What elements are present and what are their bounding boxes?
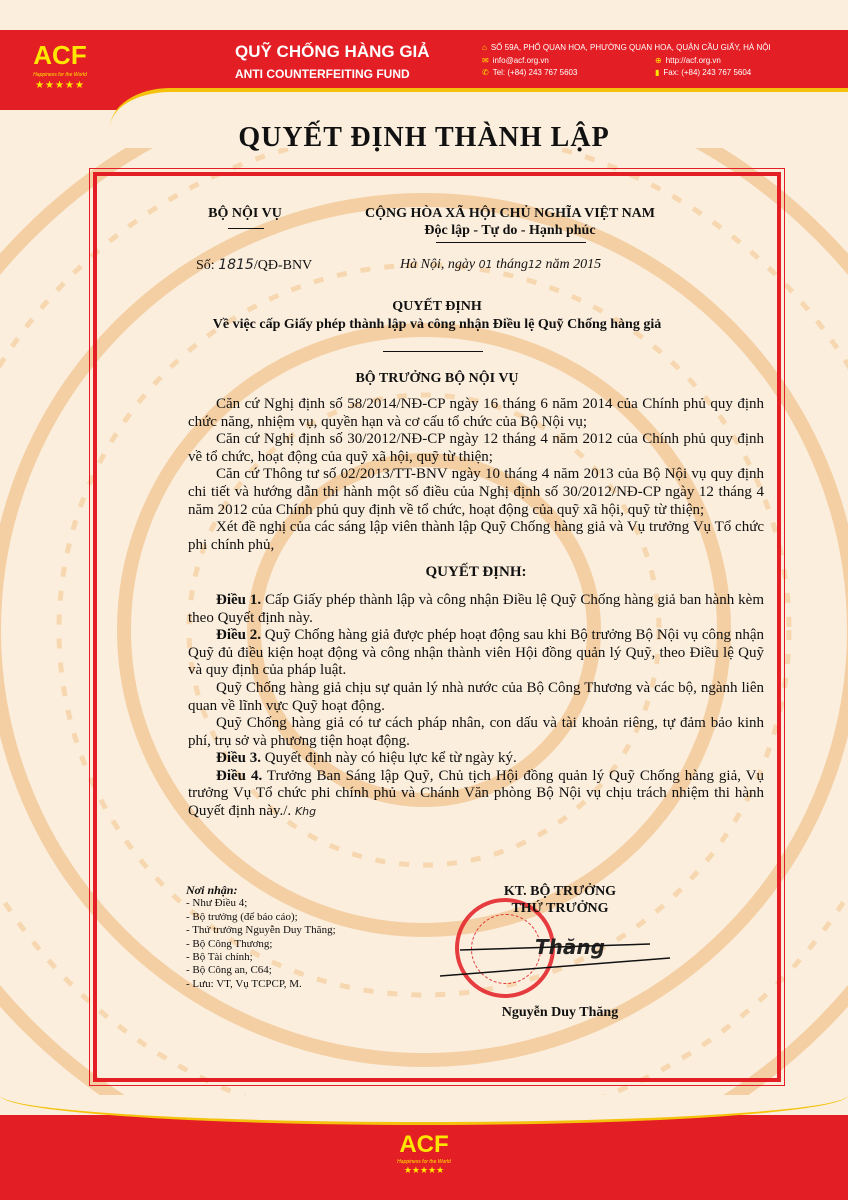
fund-name: QUỸ CHỐNG HÀNG GIẢ ANTI COUNTERFEITING FUND: [235, 42, 430, 81]
stars-icon: ★★★★★: [403, 1165, 445, 1175]
telephone: ✆ Tel: (+84) 243 767 5603: [482, 68, 578, 77]
acf-logo: ACF Happiness for the World ★★★★★: [394, 1125, 454, 1176]
stars-icon: ★★★★★: [35, 80, 85, 91]
sign-role: KT. BỘ TRƯỞNG: [503, 884, 617, 899]
decides-heading: QUYẾT ĐỊNH:: [425, 564, 527, 581]
article-3: Điều 3. Quyết định này có hiệu lực kể từ ngày ký.: [216, 750, 517, 767]
agency: BỘ NỘI VỤ: [208, 206, 282, 221]
initials: Khg: [294, 805, 317, 819]
footer: [0, 1115, 848, 1200]
globe-icon: ⊕: [655, 56, 662, 65]
decision-subject: Về việc cấp Giấy phép thành lập và công nhận Điều lệ Quỹ Chống hàng giả: [212, 317, 662, 332]
page-title: QUYẾT ĐỊNH THÀNH LẬP: [238, 122, 610, 153]
phone-icon: ✆: [482, 68, 489, 77]
recipients: Nơi nhận: - Như Điều 4; - Bộ trưởng (để báo cáo); - Thứ trưởng Nguyễn Duy Thăng; - Bộ Công Thương; - Bộ Tài chính; - Bộ Công an, C64; - Lưu: VT, Vụ TCPCP, M.: [186, 883, 336, 990]
article-1: Điều 1. Cấp Giấy phép thành lập và công nhận Điều lệ Quỹ Chống hàng giả ban hành kèm theo Quyết định này.: [188, 591, 765, 626]
divider: [436, 242, 586, 243]
decision-heading: QUYẾT ĐỊNH: [392, 299, 482, 314]
signer-name: Nguyễn Duy Thăng: [501, 1005, 619, 1020]
acf-logo: ACF Happiness for the World ★★★★★: [30, 42, 90, 91]
fax-icon: ▮: [655, 68, 660, 77]
divider: [383, 351, 483, 352]
sign-title: THỨ TRƯỞNG: [511, 901, 609, 916]
fax: ▮ Fax: (+84) 243 767 5604: [655, 68, 752, 77]
signature-stroke: [440, 940, 680, 980]
article-4: Điều 4. Trưởng Ban Sáng lập Quỹ, Chủ tịch Hội đồng quản lý Quỹ Chống hàng giả, Vụ trưởng Vụ Tổ chức phi chính phủ và Chánh Văn phòng Bộ Nội vụ chịu trách nhiệm thi hành Quyết định này./. Khg: [188, 767, 765, 820]
article-2: Điều 2. Quỹ Chống hàng giả được phép hoạt động sau khi Bộ trưởng Bộ Nội vụ công nhận Quỹ đủ điều kiện hoạt động và công nhận thành viên Hội đồng quản lý Quỹ, theo Điều lệ Quỹ và quy định của pháp luật.: [188, 627, 764, 679]
motto: Độc lập - Tự do - Hạnh phúc: [424, 223, 596, 238]
website: ⊕ http://acf.org.vn: [655, 56, 721, 65]
document-body: Căn cứ Nghị định số 58/2014/NĐ-CP ngày 16 tháng 6 năm 2014 của Chính phủ quy định chức năng, nhiệm vụ, quyền hạn và cơ cấu tổ chức của Bộ Nội vụ; Căn cứ Nghị định số 30/2012/NĐ-CP ngày 12 tháng 4 năm 2012 của Chính phủ quy định về tổ chức, hoạt động của quỹ xã hội, quỹ từ thiện; Căn cứ Thông tư số 02/2013/TT-BNV ngày 10 tháng 4 năm 2013 của Bộ Nội vụ quy định chi tiết và hướng dẫn thi hành một số điều của Nghị định số 30/2012/NĐ-CP ngày 12 tháng 4 năm 2012 của Chính phủ quy định về tổ chức, hoạt động của quỹ xã hội, quỹ từ thiện; Xét đề nghị của các sáng lập viên thành lập Quỹ Chống hàng giả và Vụ trưởng Vụ Tổ chức phi chính phủ, QUYẾT ĐỊNH: Điều 1. Cấp Giấy phép thành lập và công nhận Điều lệ Quỹ Chống hàng giả ban hành kèm theo Quyết định này. Điều 2. Quỹ Chống hàng giả được phép hoạt động sau khi Bộ trưởng Bộ Nội vụ công nhận Quỹ đủ điều kiện hoạt động và công nhận thành viên Hội đồng quản lý Quỹ, theo Điều lệ Quỹ và quy định của pháp luật. Quỹ Chống hàng giả chịu sự quản lý nhà nước của Bộ Công Thương và các bộ, ngành liên quan về lĩnh vực Quỹ hoạt động. Quỹ Chống hàng giả có tư cách pháp nhân, con dấu và tài khoản riêng, tự đảm bảo kinh phí, trụ sở và phương tiện hoạt động. Điều 3. Quyết định này có hiệu lực kể từ ngày ký. Điều 4. Trưởng Ban Sáng lập Quỹ, Chủ tịch Hội đồng quản lý Quỹ Chống hàng giả, Vụ trưởng Vụ Tổ chức phi chính phủ và Chánh Văn phòng Bộ Nội vụ chịu trách nhiệm thi hành Quyết định này./. Khg: [188, 396, 765, 820]
mail-icon: ✉: [482, 56, 489, 65]
divider: [228, 228, 264, 229]
republic-heading: CỘNG HÒA XÃ HỘI CHỦ NGHĨA VIỆT NAM: [364, 206, 655, 221]
email: ✉ info@acf.org.vn: [482, 56, 549, 65]
home-icon: ⌂: [482, 43, 487, 52]
address: ⌂ SỐ 59A, PHỐ QUAN HOA, PHƯỜNG QUAN HOA, QUẬN CẦU GIẤY, HÀ NỘI: [482, 43, 771, 52]
document-date: Hà Nội, ngày 01 tháng12 năm 2015: [400, 257, 602, 272]
letterhead: [0, 30, 848, 110]
document-number: Số: 1815/QĐ-BNV: [196, 257, 313, 273]
signature: Thăng: [535, 935, 605, 959]
authority-heading: BỘ TRƯỞNG BỘ NỘI VỤ: [355, 371, 519, 386]
